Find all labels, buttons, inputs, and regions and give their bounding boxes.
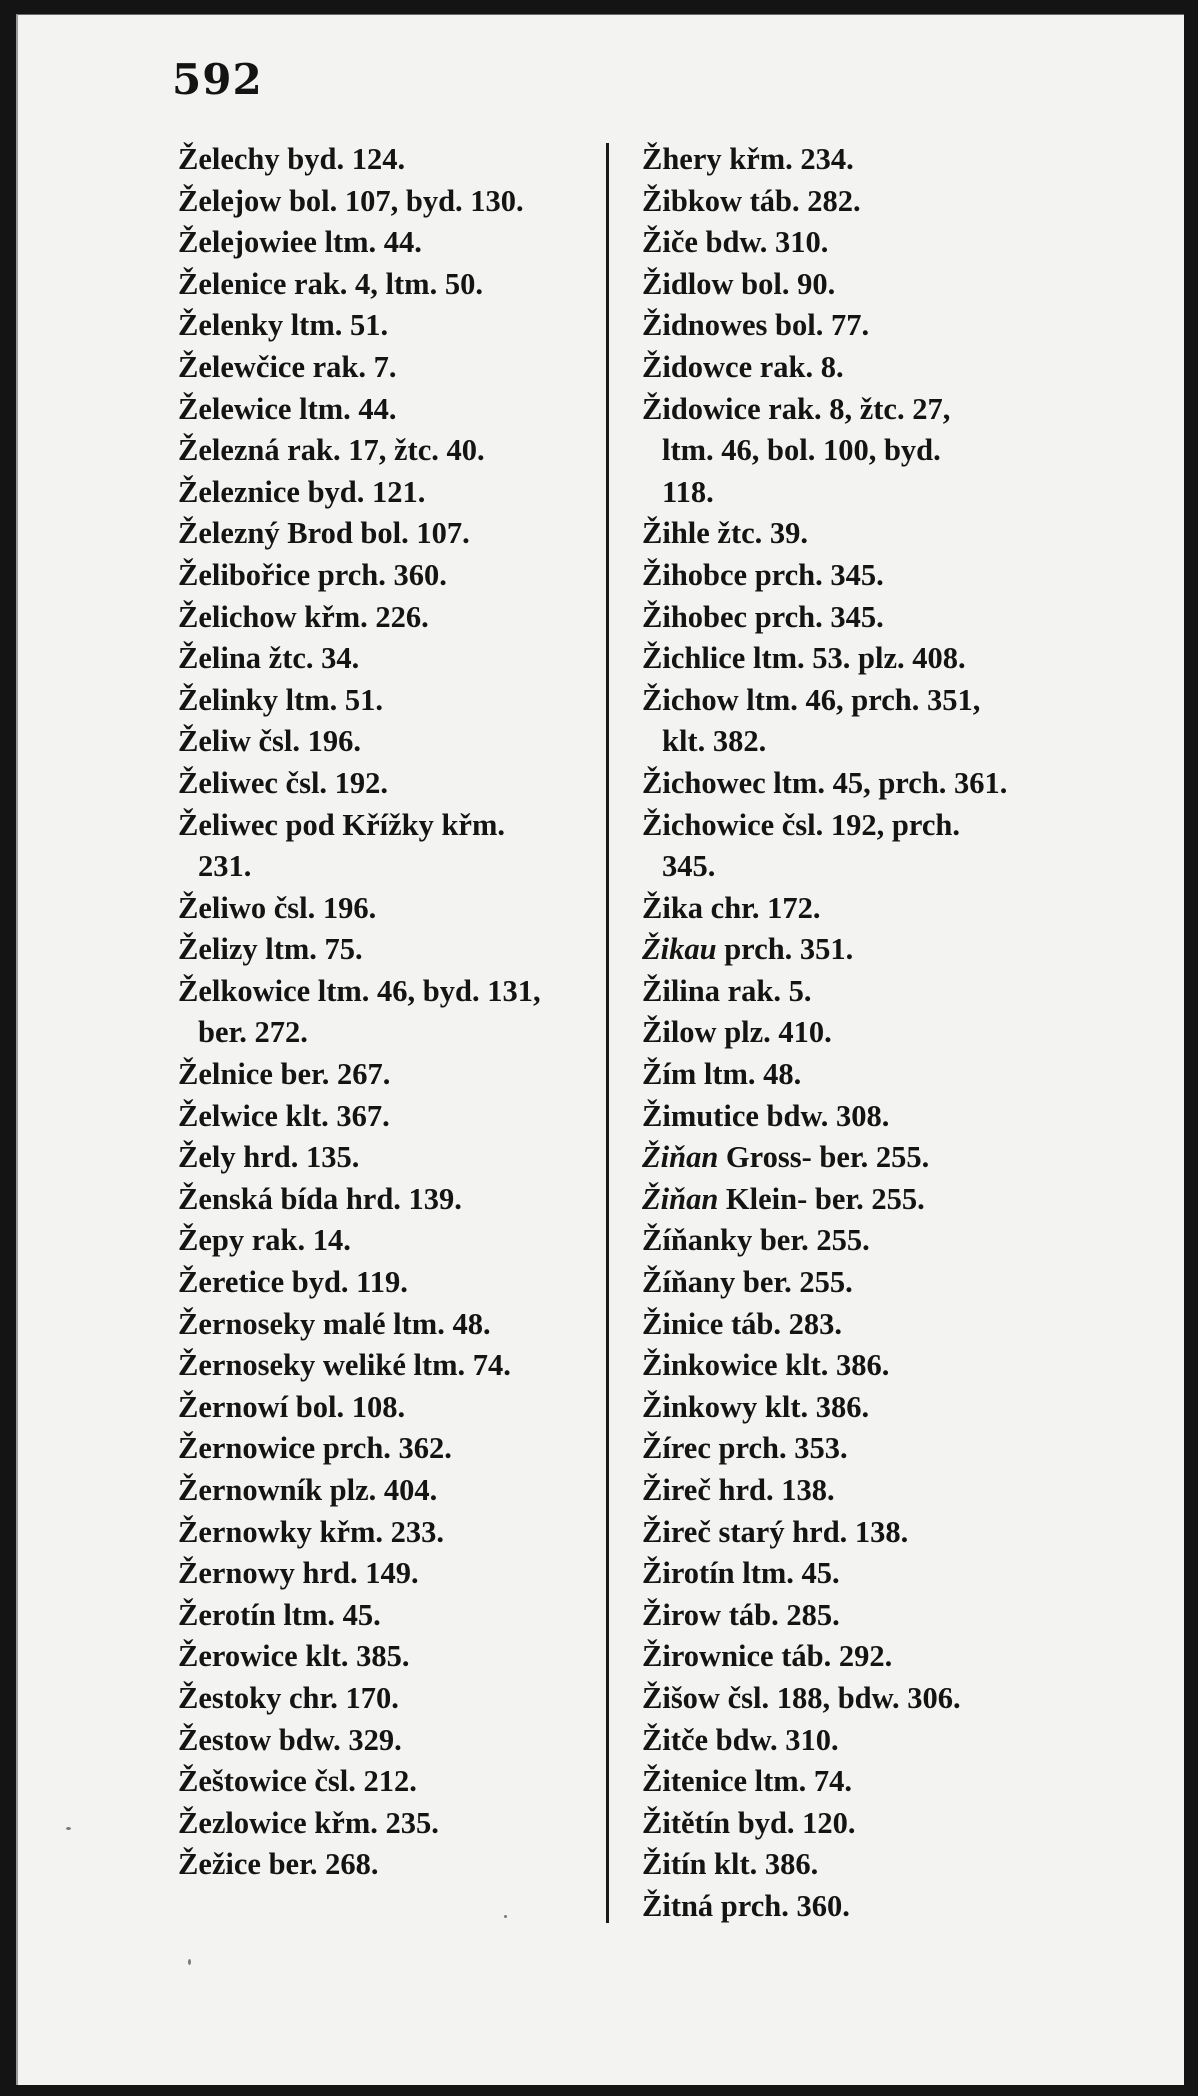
page-number: 592 — [172, 55, 263, 104]
index-entry — [178, 1512, 618, 1554]
entry-line: Žernoseky malé ltm. 48. — [178, 1306, 491, 1341]
index-entry — [178, 1636, 618, 1678]
entry-line: Železný Brod bol. 107. — [178, 516, 470, 551]
entry-line: Žitná prch. 360. — [642, 1888, 850, 1923]
entry-continuation-line: 231. — [198, 849, 252, 884]
entry-line: Žernoseky weliké ltm. 74. — [178, 1348, 511, 1383]
index-entry — [178, 264, 618, 306]
index-entry — [178, 763, 618, 805]
index-entry — [642, 1345, 1082, 1387]
index-entry — [178, 929, 618, 971]
entry-line: Žernowník plz. 404. — [178, 1473, 438, 1507]
index-entry — [642, 1720, 1082, 1762]
index-entry — [642, 1512, 1082, 1554]
entry-line: Želinky ltm. 51. — [178, 682, 384, 717]
entry-line: Žinkowice klt. 386. — [642, 1348, 890, 1383]
index-entry — [178, 1761, 618, 1803]
index-entry — [178, 1387, 618, 1429]
column-divider — [606, 143, 609, 1923]
entry-head-italic: Žikau — [642, 932, 717, 967]
index-entry — [642, 763, 1082, 805]
entry-continuation-line: 118. — [662, 474, 714, 509]
index-entry — [642, 1761, 1082, 1803]
index-entry — [178, 1844, 618, 1886]
entry-line: Želichow křm. 226. — [178, 599, 429, 634]
index-entry — [642, 1886, 1082, 1928]
entry-continuation-line: ltm. 46, bol. 100, byd. — [662, 433, 941, 468]
entry-continuation-line: 345. — [662, 849, 716, 884]
entry-line: Žimutice bdw. 308. — [642, 1098, 890, 1133]
entry-line: Žestoky chr. 170. — [178, 1680, 399, 1715]
index-entry — [642, 1220, 1082, 1262]
index-entry — [642, 638, 1082, 680]
index-entry — [178, 1720, 618, 1762]
entry-continuation-line: ber. 272. — [198, 1015, 308, 1050]
index-entry — [178, 638, 618, 680]
entry-line: Žiňan Klein- ber. 255. — [642, 1181, 925, 1216]
entry-line: Žirow táb. 285. — [642, 1597, 840, 1632]
index-entry — [642, 680, 1082, 763]
index-entry — [642, 264, 1082, 306]
index-entry — [178, 1595, 618, 1637]
index-entry — [178, 1262, 618, 1304]
entry-line: Žežice ber. 268. — [178, 1847, 379, 1882]
index-entry — [178, 597, 618, 639]
entry-line: Žinice táb. 283. — [642, 1306, 842, 1341]
paper-speck — [504, 1915, 507, 1918]
entry-line: Želibořice prch. 360. — [178, 557, 447, 592]
entry-line: Žíňanky ber. 255. — [642, 1223, 870, 1258]
entry-line: Žitín klt. 386. — [642, 1847, 819, 1882]
entry-line: Židnowes bol. 77. — [642, 308, 870, 343]
entry-line: Žichowec ltm. 45, prch. 361. — [642, 765, 1008, 800]
index-entry — [178, 1470, 618, 1512]
index-entry — [178, 1096, 618, 1138]
index-column-right — [642, 139, 1082, 1928]
entry-line: Žilow plz. 410. — [642, 1015, 832, 1050]
index-entry — [642, 347, 1082, 389]
entry-line: Želejow bol. 107, byd. 130. — [178, 183, 524, 218]
index-entry — [178, 389, 618, 431]
entry-line: Židowice rak. 8, žtc. 27, — [642, 391, 951, 426]
entry-continuation-line: klt. 382. — [662, 724, 767, 759]
entry-line: Želkowice ltm. 46, byd. 131, — [178, 973, 541, 1008]
index-entry — [178, 1553, 618, 1595]
entry-line: Žernowky křm. 233. — [178, 1514, 445, 1549]
index-entry — [642, 1096, 1082, 1138]
entry-line: Žichowice čsl. 192, prch. — [642, 807, 960, 842]
entry-line: Železnice byd. 121. — [178, 474, 426, 509]
index-entry — [178, 513, 618, 555]
index-entry — [642, 1470, 1082, 1512]
entry-line: Žernowy hrd. 149. — [178, 1556, 419, 1591]
entry-line: Žika chr. 172. — [642, 890, 821, 925]
entry-line: Žireč starý hrd. 138. — [642, 1514, 909, 1549]
entry-line: Žitenice ltm. 74. — [642, 1764, 853, 1799]
entry-line: Žely hrd. 135. — [178, 1140, 360, 1175]
index-entry — [642, 1137, 1082, 1179]
index-entry — [178, 1137, 618, 1179]
index-entry — [642, 1304, 1082, 1346]
index-entry — [178, 1345, 618, 1387]
entry-line: Želina žtc. 34. — [178, 641, 360, 676]
entry-line: Želnice ber. 267. — [178, 1057, 391, 1092]
index-entry — [642, 1262, 1082, 1304]
entry-line: Žinkowy klt. 386. — [642, 1389, 870, 1424]
index-entry — [178, 305, 618, 347]
entry-line: Žihobec prch. 345. — [642, 599, 884, 634]
entry-line: Želiwec pod Křížky křm. — [178, 807, 505, 842]
entry-line: Želwice klt. 367. — [178, 1098, 390, 1133]
index-entry — [642, 1054, 1082, 1096]
index-entry — [642, 1387, 1082, 1429]
entry-line: Žireč hrd. 138. — [642, 1473, 835, 1507]
index-entry — [642, 513, 1082, 555]
entry-line: Želiwec čsl. 192. — [178, 765, 389, 800]
index-entry — [178, 1179, 618, 1221]
index-entry — [642, 1803, 1082, 1845]
index-entry — [178, 181, 618, 223]
index-entry — [178, 721, 618, 763]
entry-line: Žišow čsl. 188, bdw. 306. — [642, 1680, 961, 1715]
index-entry — [642, 181, 1082, 223]
index-entry — [178, 1304, 618, 1346]
index-entry — [178, 1803, 618, 1845]
entry-line: Žitče bdw. 310. — [642, 1722, 839, 1757]
entry-line: Želenice rak. 4, ltm. 50. — [178, 266, 483, 301]
entry-line: Žikau prch. 351. — [642, 932, 854, 967]
index-entry — [178, 888, 618, 930]
entry-line: Želiwo čsl. 196. — [178, 890, 377, 925]
index-entry — [642, 222, 1082, 264]
entry-line: Žerowice klt. 385. — [178, 1639, 410, 1674]
entry-line: Žhery křm. 234. — [642, 142, 854, 176]
paper-speck — [66, 1827, 71, 1830]
entry-line: Žirotín ltm. 45. — [642, 1556, 840, 1591]
index-entry — [642, 1428, 1082, 1470]
entry-line: Žihle žtc. 39. — [642, 516, 809, 551]
entry-line: Železná rak. 17, žtc. 40. — [178, 433, 485, 468]
entry-line: Žeštowice čsl. 212. — [178, 1764, 417, 1799]
index-entry — [642, 305, 1082, 347]
entry-head-italic: Žiňan — [642, 1140, 719, 1175]
entry-line: Želechy byd. 124. — [178, 142, 406, 176]
entry-line: Želenky ltm. 51. — [178, 308, 389, 343]
entry-line: Žilina rak. 5. — [642, 973, 812, 1008]
entry-line: Žitětín byd. 120. — [642, 1805, 856, 1840]
index-entry — [178, 680, 618, 722]
entry-line: Žím ltm. 48. — [642, 1057, 802, 1092]
index-entry — [642, 597, 1082, 639]
index-entry — [178, 1054, 618, 1096]
index-entry — [178, 971, 618, 1054]
index-entry — [642, 139, 1082, 181]
entry-line: Židlow bol. 90. — [642, 266, 836, 301]
entry-line: Žichow ltm. 46, prch. 351, — [642, 682, 981, 717]
index-entry — [642, 1553, 1082, 1595]
index-entry — [642, 1012, 1082, 1054]
paper-speck — [188, 1959, 191, 1965]
entry-head-italic: Žiňan — [642, 1181, 719, 1216]
index-entry — [178, 430, 618, 472]
index-entry — [178, 555, 618, 597]
entry-line: Žíňany ber. 255. — [642, 1265, 853, 1300]
index-entry — [642, 805, 1082, 888]
index-entry — [642, 1678, 1082, 1720]
entry-line: Žirownice táb. 292. — [642, 1639, 893, 1674]
index-entry — [642, 971, 1082, 1013]
index-entry — [642, 1595, 1082, 1637]
entry-line: Žeretice byd. 119. — [178, 1265, 408, 1300]
entry-line: Žihobce prch. 345. — [642, 557, 884, 592]
entry-line: Žernowice prch. 362. — [178, 1431, 452, 1466]
entry-line: Želewice ltm. 44. — [178, 391, 397, 426]
index-entry — [178, 805, 618, 888]
entry-line: Žiče bdw. 310. — [642, 225, 829, 260]
entry-line: Želejowiee ltm. 44. — [178, 225, 422, 260]
entry-line: Žestow bdw. 329. — [178, 1722, 402, 1757]
index-entry — [642, 1179, 1082, 1221]
index-entry — [642, 1636, 1082, 1678]
index-entry — [178, 1220, 618, 1262]
index-entry — [642, 929, 1082, 971]
entry-line: Žichlice ltm. 53. plz. 408. — [642, 641, 966, 676]
index-entry — [178, 139, 618, 181]
index-entry — [178, 347, 618, 389]
entry-line: Želewčice rak. 7. — [178, 349, 397, 384]
entry-line: Žernowí bol. 108. — [178, 1389, 406, 1424]
index-entry — [178, 1678, 618, 1720]
entry-line: Žerotín ltm. 45. — [178, 1597, 381, 1632]
index-entry — [178, 472, 618, 514]
entry-line: Ženská bída hrd. 139. — [178, 1181, 462, 1216]
index-entry — [178, 1428, 618, 1470]
index-entry — [642, 1844, 1082, 1886]
index-entry — [642, 888, 1082, 930]
entry-line: Židowce rak. 8. — [642, 349, 844, 384]
entry-line: Žiňan Gross- ber. 255. — [642, 1140, 930, 1175]
entry-line: Žepy rak. 14. — [178, 1223, 351, 1258]
index-entry — [642, 555, 1082, 597]
entry-line: Žibkow táb. 282. — [642, 183, 861, 218]
index-entry — [178, 222, 618, 264]
book-page — [16, 14, 1184, 2085]
entry-line: Želiw čsl. 196. — [178, 724, 361, 759]
entry-line: Žezlowice křm. 235. — [178, 1805, 439, 1840]
entry-line: Žírec prch. 353. — [642, 1431, 848, 1466]
index-entry — [642, 389, 1082, 514]
index-column-left — [178, 139, 618, 1886]
entry-line: Želizy ltm. 75. — [178, 932, 363, 967]
